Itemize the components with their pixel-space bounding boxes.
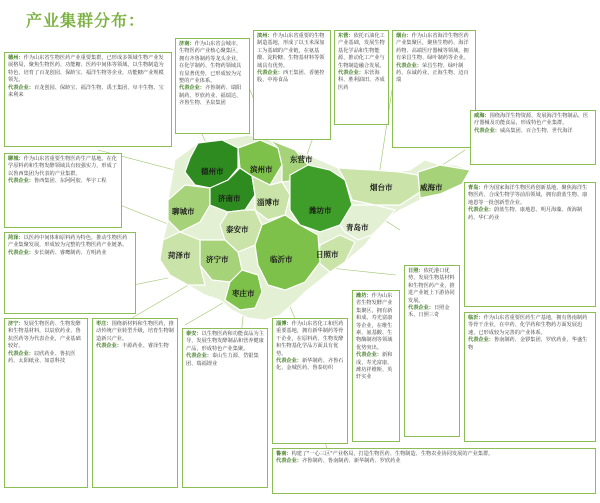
info-box-rizhao (404, 265, 460, 437)
info-box-yantai (392, 30, 476, 148)
region-weihai (418, 165, 470, 198)
city-name: 烟台： (396, 33, 412, 39)
description: 作为山东省会城市，生物医药产业核心聚集区，拥有齐鲁制药等龙头企业，在化学制药、生物药领域具有显著优势，已形成较为完整的产业体系。 (179, 41, 242, 85)
city-label-weifang: 潍坊市 (309, 206, 332, 215)
city-label-yantai: 烟台市 (370, 183, 393, 192)
info-box-lunan (272, 448, 596, 494)
city-label-zibo: 淄博市 (257, 198, 280, 207)
info-box-jinan (175, 38, 250, 134)
info-box-heze (4, 232, 136, 314)
description: 围绕新材料和生物医药，推动传统产业转型升级，培育生物制造新兴产业。 (96, 321, 174, 342)
description: 作为山东省生物发酵产业集聚区，拥有新和成、寿光富康等企业，在维生素、氨基酸、生物酶制剂等领域优势突出。 (356, 293, 393, 351)
rep-companies: 丰源药业、睿泽生物 (121, 343, 169, 350)
description: 依托石油化工产业基础，发展生物基化学品和生物能源，推动化工产业与生物制造融合发展。 (338, 33, 385, 69)
info-box-zaozhuang (92, 318, 178, 488)
city-name: 潍坊： (356, 293, 372, 299)
city-name: 淄博： (276, 321, 292, 327)
rep-label: 代表企业： (408, 305, 434, 312)
city-label-dezhou: 德州市 (201, 167, 224, 176)
rep-label: 代表企业： (338, 70, 364, 77)
rep-label: 代表企业： (8, 350, 34, 357)
rep-label: 代表企业： (468, 337, 494, 344)
description: 作为国家海洋生物医药创新基地，聚焦海洋生物医药、合成生物学等前沿领域，拥有蔚蓝生物、康地恩等一批创新型企业。 (468, 185, 588, 206)
city-label-jining: 济宁市 (206, 255, 229, 264)
city-label-jinan: 济南市 (218, 194, 241, 203)
city-name: 济南： (179, 41, 195, 47)
city-name: 东营： (338, 33, 354, 39)
rep-label: 代表企业： (468, 207, 494, 214)
rep-label: 代表企业： (474, 127, 500, 134)
info-box-taian (182, 328, 268, 488)
description: 作为山东省重要生物医药生产基地，在化学原料药和生物发酵领域具有较强实力，形成了以鲁西集团为代表的产业集群。 (8, 156, 117, 177)
description: 作为山东省重要的生物制造基地，形成了以玉米深加工为基础的产业链，在氨基酸、淀粉糖、生物基材料等领域具有优势。 (257, 33, 325, 69)
rep-label: 代表企业： (276, 458, 302, 465)
rep-companies: 泰山生力源、岱银集团、瑞福锂业 (186, 353, 259, 367)
description: 发展生物医药、生物发酵和生物基材料，以辰欣药业、鲁抗医药等为代表企业，产业基础较好。 (8, 321, 81, 350)
rep-companies: 蔚蓝生物、康地恩、明月海藻、黄海制药、华仁药业 (468, 207, 583, 221)
info-box-liaocheng (4, 153, 122, 228)
city-name: 枣庄： (96, 321, 112, 327)
rep-companies: 鲁南制药、金锣集团、罗欣药业、华盛生物 (468, 337, 588, 351)
info-box-weifang (352, 290, 400, 442)
description: 以医药中间体和原料药为特色，推动生物医药产业集聚发展，形成较为完整的生物医药产业链条。 (8, 235, 128, 249)
rep-label: 代表企业： (96, 343, 122, 350)
city-name: 泰安： (186, 331, 202, 337)
rep-companies: 步长制药、睿鹰制药、方明药业 (33, 249, 107, 256)
city-name: 聊城： (8, 156, 24, 162)
info-box-binzhou (253, 30, 331, 140)
city-label-taian: 泰安市 (226, 225, 249, 234)
info-box-dongying (334, 30, 389, 125)
rep-companies: 东营海科、胜利油田、齐成医药 (338, 70, 385, 91)
city-label-rizhao: 日照市 (316, 250, 339, 259)
rep-companies: 日照金禾、日照三奇 (408, 305, 450, 319)
description: 依托港口优势，发展生物基材料和生物医药产业，推进产业链上下游协同发展。 (408, 268, 455, 304)
city-label-binzhou: 滨州市 (250, 165, 273, 174)
rep-companies: 齐鲁制药、瑞阳制药、罗欣药业、福瑞达、齐鲁生物、圣泉集团 (179, 85, 242, 107)
rep-label: 代表企业： (8, 178, 34, 185)
city-label-qingdao: 青岛市 (346, 223, 369, 232)
description: 作为山东省重要医药生产基地，拥有鲁南制药等骨干企业，在中药、化学药和生物药方面发展迅速，已形成较为完善的产业体系。 (468, 315, 588, 336)
description: 作为山东省化工和医药重要基地，拥有新华制药等骨干企业，在原料药、生物发酵和生物基化学品方面具有优势。 (276, 321, 344, 357)
city-label-linyi: 临沂市 (270, 255, 293, 264)
city-label-dongying: 东营市 (290, 155, 313, 164)
rep-companies: 百龙创园、保龄宝、福洋生物、禹王集团、阜丰生物、宝来利来 (8, 84, 164, 99)
rep-companies: 西王集团、香驰控股、中裕食品 (257, 70, 325, 84)
city-name: 滨州： (257, 33, 273, 39)
rep-label: 代表企业： (276, 358, 302, 365)
rep-label: 代表企业： (356, 352, 382, 359)
info-box-jining (4, 318, 88, 488)
rep-companies: 辰欣药业、鲁抗医药、太阳纸业、如意科技 (8, 350, 76, 365)
city-label-heze: 菏泽市 (168, 251, 191, 260)
rep-label: 代表企业： (396, 62, 422, 69)
city-label-zaozhuang: 枣庄市 (232, 289, 255, 298)
description: 作为山东省海洋生物医药产业集聚区，聚焦生物药、海洋药物、高端医疗器械等领域，拥有荣昌生物、绿叶制药等企业。 (396, 33, 469, 62)
city-name: 临沂： (468, 315, 484, 321)
rep-companies: 新和成、寿光富康、潍坊祥维斯、英轩实业 (356, 352, 393, 381)
rep-companies: 齐鲁制药、鲁南制药、新华制药、罗欣药业 (301, 458, 401, 465)
city-name: 济宁： (8, 321, 24, 327)
city-label-liaocheng: 聊城市 (172, 207, 195, 216)
rep-companies: 新华制药、齐鲁石化、金城医药、鲁泰纺织 (276, 358, 344, 372)
city-name: 威海： (474, 113, 490, 119)
info-box-qingdao (464, 182, 596, 307)
info-box-linyi (464, 312, 596, 442)
rep-label: 代表企业： (186, 353, 212, 360)
info-box-zibo (272, 318, 348, 444)
city-label-weihai: 威海市 (420, 183, 443, 192)
info-box-dezhou (4, 52, 172, 147)
description: 围绕海洋生物资源，发展海洋生物制品、医疗器械及功能食品，形成特色产业集群。 (474, 113, 589, 127)
city-name: 日照： (408, 268, 424, 274)
city-name: 德州： (8, 55, 24, 61)
city-name: 鲁南： (276, 451, 292, 457)
description: 构建了"一心三区"产业格局，打造生物医药、生物制造、生物农业协同发展的产业集群。 (291, 451, 494, 457)
page-title: 产业集群分布： (26, 11, 146, 30)
description: 以生物医药和功能食品为主导，发展生物发酵制品和营养健康产品，形成特色产业集聚。 (186, 331, 264, 352)
rep-label: 代表企业： (8, 84, 34, 91)
rep-companies: 鲁西集团、东阿阿胶、华宇工程 (33, 178, 107, 185)
description: 作为山东省生物医药产业重要集群，已形成多领域生物产业发展格局，聚焦生物医药、功能糖、医药中间体等领域，以生物制造为特色，培育了百龙创园、保龄宝、福洋生物等企业，功能糖产业规模领先。 (8, 55, 164, 84)
info-box-weihai (470, 110, 596, 165)
rep-companies: 荣昌生物、绿叶制药、东诚药业、正海生物、迈百瑞 (396, 62, 469, 84)
rep-label: 代表企业： (257, 70, 283, 77)
rep-label: 代表企业： (179, 85, 205, 92)
city-name: 菏泽： (8, 235, 24, 241)
city-name: 青岛： (468, 185, 484, 191)
rep-companies: 威高集团、百合生物、世代海洋 (499, 127, 573, 134)
rep-label: 代表企业： (8, 249, 34, 256)
